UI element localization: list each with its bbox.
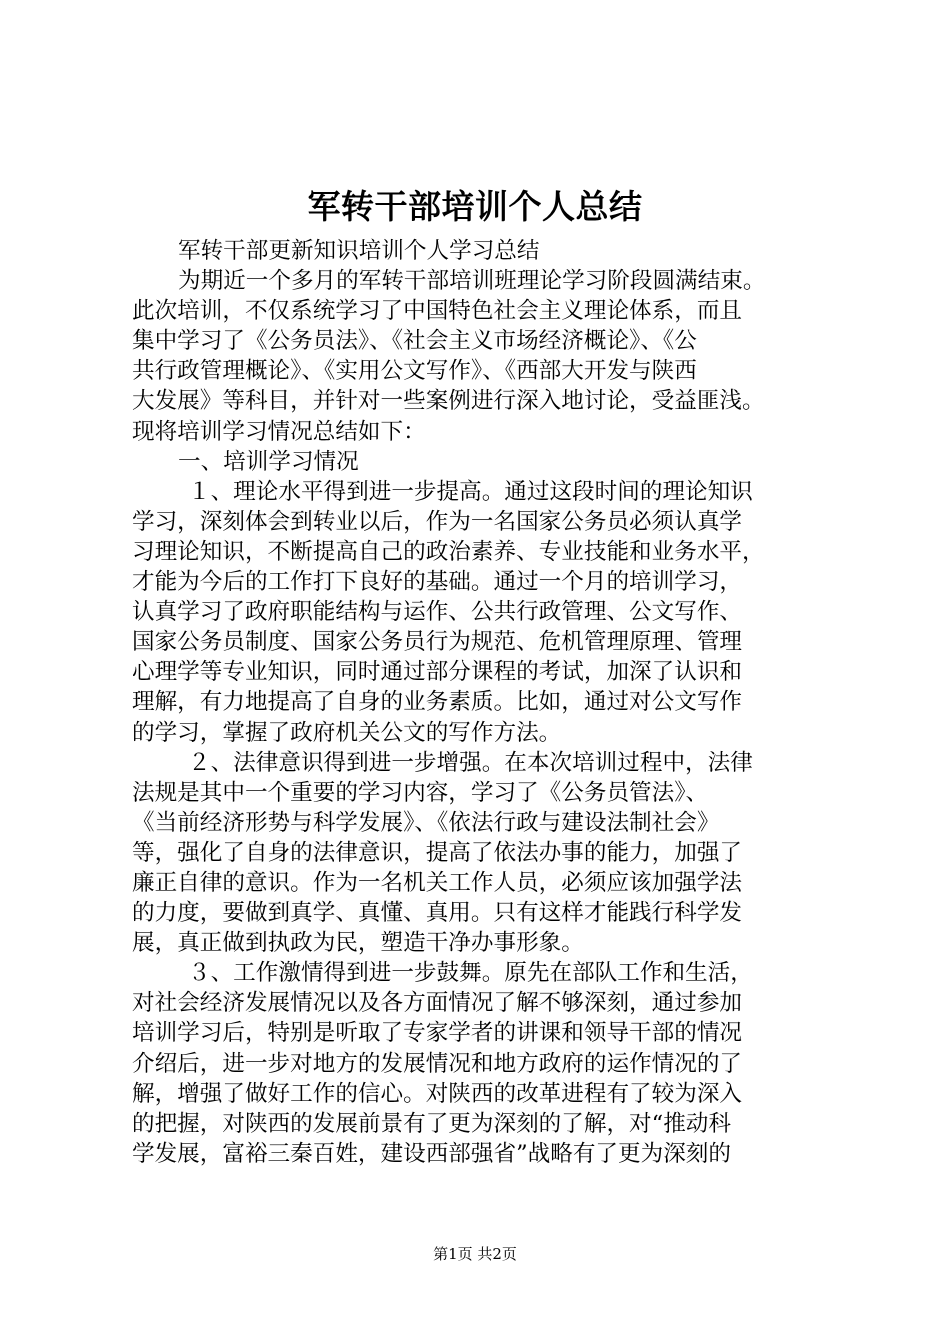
body-line: 法规是其中一个重要的学习内容，学习了《公务员管法》、 xyxy=(132,779,709,806)
section-heading: 一、培训学习情况 xyxy=(178,448,359,475)
body-line: 才能为今后的工作打下良好的基础。通过一个月的培训学习， xyxy=(132,569,743,596)
document-body xyxy=(132,236,852,1169)
body-line: 大发展》等科目，并针对一些案例进行深入地讨论，受益匪浅。 xyxy=(132,388,765,415)
body-line: 学发展，富裕三秦百姓，建设西部强省”战略有了更为深刻的 xyxy=(132,1140,731,1167)
body-line: 展，真正做到执政为民，塑造干净办事形象。 xyxy=(132,930,584,957)
body-line: 的把握，对陕西的发展前景有了更为深刻的了解，对“推动科 xyxy=(132,1110,731,1137)
body-line: 介绍后，进一步对地方的发展情况和地方政府的运作情况的了 xyxy=(132,1050,743,1077)
body-line: 对社会经济发展情况以及各方面情况了解不够深刻，通过参加 xyxy=(132,990,743,1017)
body-line: 等，强化了自身的法律意识，提高了依法办事的能力，加强了 xyxy=(132,839,743,866)
body-line: 的力度，要做到真学、真懂、真用。只有这样才能践行科学发 xyxy=(132,900,743,927)
body-line: 认真学习了政府职能结构与运作、公共行政管理、公文写作、 xyxy=(132,599,743,626)
body-line: 《当前经济形势与科学发展》、《依法行政与建设法制社会》 xyxy=(132,809,720,836)
body-line: 军转干部更新知识培训个人学习总结 xyxy=(178,238,540,264)
body-line: 此次培训，不仅系统学习了中国特色社会主义理论体系，而且 xyxy=(132,298,743,325)
body-line: 共行政管理概论》、《实用公文写作》、《西部大开发与陕西 xyxy=(132,358,697,385)
body-line: 理解，有力地提高了自身的业务素质。比如，通过对公文写作 xyxy=(132,689,743,716)
body-line: ２、法律意识得到进一步增强。在本次培训过程中，法律 xyxy=(188,749,753,776)
document-title: 军转干部培训个人总结 xyxy=(307,187,643,226)
body-line: １、理论水平得到进一步提高。通过这段时间的理论知识 xyxy=(188,478,753,505)
body-line: 集中学习了《公务员法》、《社会主义市场经济概论》、《公 xyxy=(132,328,697,355)
body-line: 心理学等专业知识，同时通过部分课程的考试，加深了认识和 xyxy=(132,659,743,686)
body-line: 国家公务员制度、国家公务员行为规范、危机管理原理、管理 xyxy=(132,629,743,656)
body-line: 的学习，掌握了政府机关公文的写作方法。 xyxy=(132,719,562,746)
body-line: 廉正自律的意识。作为一名机关工作人员，必须应该加强学法 xyxy=(132,869,743,896)
page-footer: 第1页 共2页 xyxy=(433,1245,517,1263)
body-line: ３、工作激情得到进一步鼓舞。原先在部队工作和生活， xyxy=(188,960,753,987)
body-line: 习理论知识，不断提高自己的政治素养、专业技能和业务水平， xyxy=(132,538,765,565)
body-line: 为期近一个多月的军转干部培训班理论学习阶段圆满结束。 xyxy=(178,268,766,295)
body-line: 学习，深刻体会到转业以后，作为一名国家公务员必须认真学 xyxy=(132,508,743,535)
body-line: 培训学习后，特别是听取了专家学者的讲课和领导干部的情况 xyxy=(132,1020,743,1047)
body-line: 现将培训学习情况总结如下： xyxy=(132,418,426,445)
body-line: 解，增强了做好工作的信心。对陕西的改革进程有了较为深入 xyxy=(132,1080,743,1107)
